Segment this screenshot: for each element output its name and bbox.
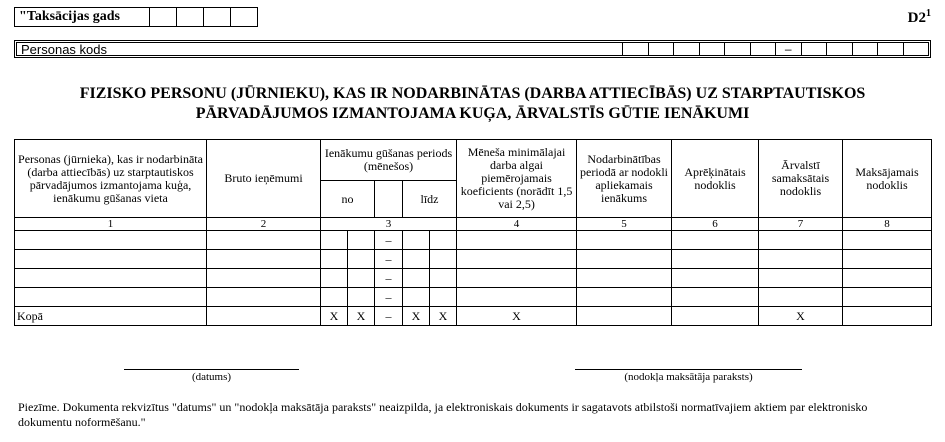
personal-code-digit[interactable]: [673, 43, 699, 55]
header-payable-tax: Maksājamais nodoklis: [843, 140, 932, 218]
x-mark: X: [348, 307, 375, 326]
table-row: [15, 269, 932, 288]
header-income-place: Personas (jūrnieka), kas ir nodarbināta (darba attiecībās) uz starptautiskos pārvadājumos izmantojama kuģa, ienākumu gūšanas vieta: [15, 140, 207, 218]
personal-code-digit[interactable]: [750, 43, 776, 55]
period-dash: –: [375, 307, 403, 326]
x-mark: X: [430, 307, 457, 326]
x-mark: X: [403, 307, 430, 326]
signature-line[interactable]: [575, 369, 802, 370]
form-code: $D2^1$: [907, 8, 931, 26]
header-foreign-tax: Ārvalstī samaksātais nodoklis: [759, 140, 843, 218]
personal-code-digit[interactable]: [724, 43, 750, 55]
col-number: 6: [672, 218, 759, 231]
personal-code-digit[interactable]: [852, 43, 878, 55]
tax-year-box: [14, 7, 258, 27]
personal-code-box: [14, 40, 931, 58]
x-mark: X: [457, 307, 577, 326]
x-mark: X: [321, 307, 348, 326]
col-number: 2: [207, 218, 321, 231]
tax-year-digit-1[interactable]: [150, 8, 177, 26]
period-dash: –: [375, 231, 403, 250]
tax-year-digit-4[interactable]: [231, 8, 257, 26]
period-dash: –: [375, 288, 403, 307]
personal-code-digit[interactable]: [903, 43, 929, 55]
signature-label: (nodokļa maksātāja paraksts): [624, 371, 753, 383]
col-number: 5: [577, 218, 672, 231]
date-line[interactable]: [124, 369, 299, 370]
table-row: [15, 288, 932, 307]
x-mark: X: [759, 307, 843, 326]
header-gross-revenue: Bruto ieņēmumi: [207, 140, 321, 218]
page-title: FIZISKO PERSONU (JŪRNIEKU), KAS IR NODARBINĀTAS (DARBA ATTIECĪBĀS) UZ STARPTAUTISKOS PĀRVADĀJUMOS IZMANTOJAMA KUĢA, ĀRVALSTĪS GŪTIE IENĀKUMI: [79, 85, 866, 122]
income-table: [14, 139, 932, 326]
table-row: [15, 231, 932, 250]
header-taxable-income: Nodarbinātības periodā ar nodokli apliekamais ienākums: [577, 140, 672, 218]
total-label: Kopā: [15, 307, 207, 326]
table-row: [15, 250, 932, 269]
total-row: [15, 307, 932, 326]
header-calculated-tax: Aprēķinātais nodoklis: [672, 140, 759, 218]
personal-code-label: Personas kods: [21, 42, 107, 57]
date-label: (datums): [191, 371, 232, 383]
tax-year-digit-2[interactable]: [177, 8, 204, 26]
period-dash: –: [375, 269, 403, 288]
personal-code-digit[interactable]: [877, 43, 903, 55]
col-number: 7: [759, 218, 843, 231]
personal-code-digit[interactable]: [826, 43, 852, 55]
col-number: 8: [843, 218, 932, 231]
header-income-period: Ienākumu gūšanas periods (mēnešos): [321, 140, 457, 181]
header-period-from: no: [321, 181, 375, 218]
period-dash: –: [375, 250, 403, 269]
col-number: 4: [457, 218, 577, 231]
personal-code-digit[interactable]: [648, 43, 674, 55]
tax-year-digit-3[interactable]: [204, 8, 231, 26]
personal-code-digit[interactable]: [801, 43, 827, 55]
personal-code-separator: –: [775, 43, 801, 55]
personal-code-digit[interactable]: [699, 43, 725, 55]
note-text: Piezīme. Dokumenta rekvizītus "datums" un "nodokļa maksātāja paraksts" neaizpilda, ja elektroniskais dokuments ir sagatavots atbilstoši normatīvajiem aktiem par elektronisko dokumentu noformēšanu.": [18, 400, 868, 429]
header-coefficient: Mēneša minimālajai darba algai piemērojamais koeficients (norādīt 1,5 vai 2,5): [457, 140, 577, 218]
col-number: 3: [321, 218, 457, 231]
header-period-to: līdz: [403, 181, 457, 218]
personal-code-digit[interactable]: [622, 43, 648, 55]
tax-year-label: "Taksācijas gads: [15, 8, 150, 26]
col-number: 1: [15, 218, 207, 231]
